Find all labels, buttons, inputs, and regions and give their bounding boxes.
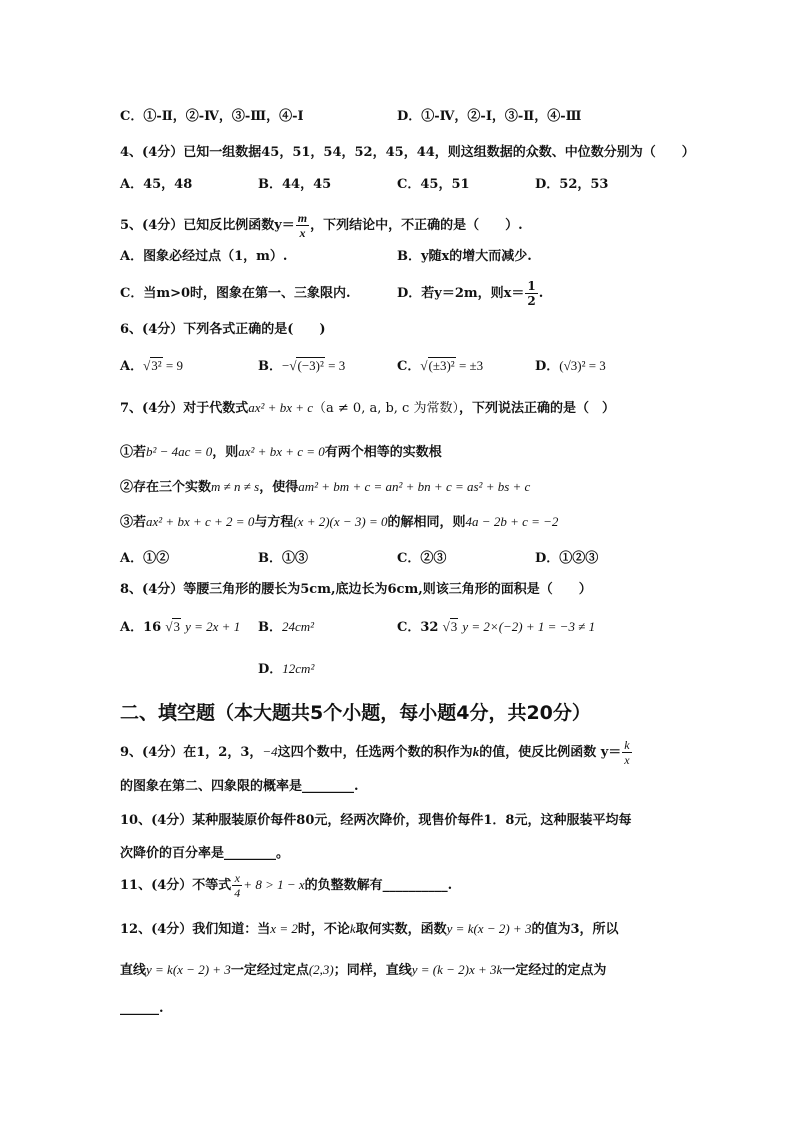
q7-statement-1 (120, 443, 442, 462)
q3-option-d: D．①-Ⅳ，②-Ⅰ，③-Ⅱ，④-Ⅲ (397, 109, 582, 124)
q7-s3-expr1: ax² + bx + c + 2 = 0 (146, 514, 255, 529)
q6-option-a: A．√3² = 9 (120, 358, 183, 374)
q7-stem-expr: ax² + bx + c (248, 400, 314, 415)
q7-option-a: A．①② (120, 551, 170, 566)
q6-option-b: B．−√(−3)² = 3 (258, 358, 346, 374)
q4-option-c: C．45，51 (397, 177, 470, 192)
q7-s1-post: 有两个相等的实数根 (324, 445, 442, 460)
q3-option-c: C．①-Ⅱ，②-Ⅳ，③-Ⅲ，④-Ⅰ (120, 109, 304, 124)
q7-stem-cond: （a ≠ 0, a, b, c 为常数） (313, 401, 459, 416)
q9-fraction (622, 738, 631, 767)
q12-line2-point: (2,3) (308, 962, 334, 977)
q7-stem-post: ，下列说法正确的是（ ） (458, 401, 615, 416)
q4-option-d: D．52，53 (535, 177, 609, 192)
q11-frac-num: x (232, 871, 242, 886)
q5-stem (120, 211, 523, 240)
q7-s3-mid2: 的解相同，则 (387, 515, 466, 530)
q7-s1-expr2: ax² + bx + c = 0 (238, 444, 325, 459)
q12-line2-mid: 一定经过定点 (230, 963, 309, 978)
q9-line1-post: 的值，使反比例函数 y＝ (479, 745, 622, 760)
q6-option-b-radicand: (−3)² (297, 358, 324, 373)
q6-option-a-radicand: 3² (151, 358, 162, 373)
q8-option-a-radicand: 3 (173, 619, 180, 634)
q5-frac-den: x (299, 226, 306, 240)
q12-line1-expr2: y = k(x − 2) + 3 (446, 921, 532, 936)
q12-line1-pre: 12、(4分）我们知道：当 (120, 922, 271, 937)
q8-option-d-expr: 12cm² (282, 661, 315, 676)
q11-pre: 11、(4分）不等式 (120, 878, 232, 893)
q6-option-d-expr: (√3)² = 3 (559, 358, 606, 373)
q6-option-b-label: B． (258, 359, 282, 374)
q8-option-b-expr: 24cm² (282, 619, 315, 634)
q5-fraction (296, 211, 309, 240)
q11-fraction (232, 871, 242, 900)
q7-s2-expr1: m ≠ n ≠ s (211, 479, 260, 494)
q7-s2-pre: ②存在三个实数 (120, 480, 212, 495)
q6-option-b-pre: − (282, 358, 290, 373)
q8-option-c: C．32 √3 y = 2×(−2) + 1 = −3 ≠ 1 (397, 619, 596, 635)
q12-line1-mid2: 取何实数，函数 (355, 922, 447, 937)
q7-statement-3 (120, 513, 558, 532)
q5-option-d (397, 279, 543, 308)
q12-line1-expr1: x = 2 (270, 921, 298, 936)
q9-line-1 (120, 738, 633, 767)
section-2-heading: 二、填空题（本大题共5个小题，每小题4分，共20分） (120, 702, 591, 724)
q7-option-b: B．①③ (258, 551, 308, 566)
q11-expr: + 8 > 1 − x (243, 877, 305, 892)
q4-stem: 4、(4分）已知一组数据45，51，54，52，45，44，则这组数据的众数、中位数分别为（ ） (120, 145, 695, 160)
q5-option-d-fraction (525, 279, 537, 308)
q9-frac-num: k (624, 738, 630, 752)
q6-option-c-label: C． (397, 359, 421, 374)
q7-s2-mid: ，使得 (259, 480, 299, 495)
q6-option-c-tail: = ±3 (455, 358, 484, 373)
q8-option-b (258, 618, 314, 637)
q5-option-d-num: 1 (527, 279, 536, 293)
q5-option-d-post: . (538, 286, 544, 301)
q5-stem-pre: 5、(4分）已知反比例函数y＝ (120, 218, 295, 233)
q6-option-a-label: A． (120, 359, 144, 374)
q7-s1-mid: ，则 (212, 445, 239, 460)
q12-line2-mid2: ；同样，直线 (333, 963, 412, 978)
q7-option-c: C．②③ (397, 551, 447, 566)
q7-s3-expr2: (x + 2)(x − 3) = 0 (293, 514, 388, 529)
q12-line-2 (120, 961, 606, 980)
q4-option-a: A．45，48 (120, 177, 193, 192)
q7-statement-2 (120, 478, 530, 497)
q7-option-d: D．①②③ (535, 551, 599, 566)
q6-option-b-tail: = 3 (324, 358, 346, 373)
q7-stem (120, 399, 615, 418)
q9-line1-pre: 9、(4分）在1，2，3， (120, 745, 263, 760)
q12-line2-expr1: y = k(x − 2) + 3 (146, 962, 231, 977)
q6-option-a-tail: = 9 (162, 358, 183, 373)
q5-option-a: A．图象必经过点（1，m）. (120, 249, 288, 264)
q4-option-b: B．44，45 (258, 177, 332, 192)
q11-post: 的负整数解有__________. (304, 878, 453, 893)
q10-line-2: 次降价的百分率是________。 (120, 846, 290, 861)
q12-line1-k: k (349, 921, 356, 936)
q12-line2-expr2: y = (k − 2)x + 3k (411, 962, 503, 977)
q6-option-d-label: D． (535, 359, 560, 374)
q6-stem: 6、(4分）下列各式正确的是( ) (120, 322, 326, 337)
q5-option-d-pre: D．若y＝2m，则x＝ (397, 286, 525, 301)
q12-line-3: ______. (120, 1001, 164, 1016)
q8-option-c-label: C．32 (397, 620, 439, 635)
q7-s3-expr3: 4a − 2b + c = −2 (465, 514, 559, 529)
q7-s3-pre: ③若 (120, 515, 147, 530)
q7-s2-expr2: am² + bm + c = an² + bn + c = as² + bs + c (298, 479, 531, 494)
q9-line1-k: k (472, 744, 480, 759)
q5-option-b: B．y随x的增大而减少. (397, 249, 532, 264)
q9-line1-mid: 这四个数中，任选两个数的积作为 (277, 745, 473, 760)
q11-frac-den: 4 (234, 886, 241, 900)
q12-line-1 (120, 920, 619, 939)
q8-option-d (258, 660, 314, 679)
q8-option-c-tail: y = 2×(−2) + 1 = −3 ≠ 1 (462, 619, 596, 634)
q5-option-d-den: 2 (527, 294, 536, 308)
q8-stem: 8、(4分）等腰三角形的腰长为5cm,底边长为6cm,则该三角形的面积是（ ） (120, 582, 592, 597)
q8-option-a-tail: y = 2x + 1 (185, 619, 241, 634)
q5-stem-post: ，下列结论中，不正确的是（ ）. (310, 218, 523, 233)
q8-option-a: A．16 √3 y = 2x + 1 (120, 619, 241, 635)
q6-option-c: C．√(±3)² = ±3 (397, 358, 484, 374)
q5-option-c: C．当m>0时，图象在第一、三象限内. (120, 286, 351, 301)
q8-option-a-label: A．16 (120, 620, 162, 635)
q12-line1-post: 的值为3，所以 (531, 922, 619, 937)
q9-frac-den: x (624, 753, 630, 767)
q6-option-d (535, 357, 606, 376)
q8-option-c-radicand: 3 (450, 619, 458, 634)
q9-line-2: 的图象在第二、四象限的概率是________. (120, 779, 359, 794)
q7-s1-expr1: b² − 4ac = 0 (146, 444, 213, 459)
q9-line1-num: −4 (262, 744, 278, 759)
q12-line2-pre: 直线 (120, 963, 147, 978)
q8-option-b-label: B． (258, 620, 282, 635)
q12-line2-post: 一定经过的定点为 (502, 963, 607, 978)
q8-option-d-label: D． (258, 662, 283, 677)
q5-frac-num: m (297, 211, 308, 225)
q10-line-1: 10、(4分）某种服装原价每件80元，经两次降价，现售价每件1．8元，这种服装平均每 (120, 813, 632, 828)
q7-stem-pre: 7、(4分）对于代数式 (120, 401, 249, 416)
q11-line (120, 871, 452, 900)
q7-s1-pre: ①若 (120, 445, 147, 460)
q12-line1-mid: 时，不论 (297, 922, 350, 937)
q7-s3-mid: 与方程 (254, 515, 294, 530)
q6-option-c-radicand: (±3)² (428, 358, 455, 373)
